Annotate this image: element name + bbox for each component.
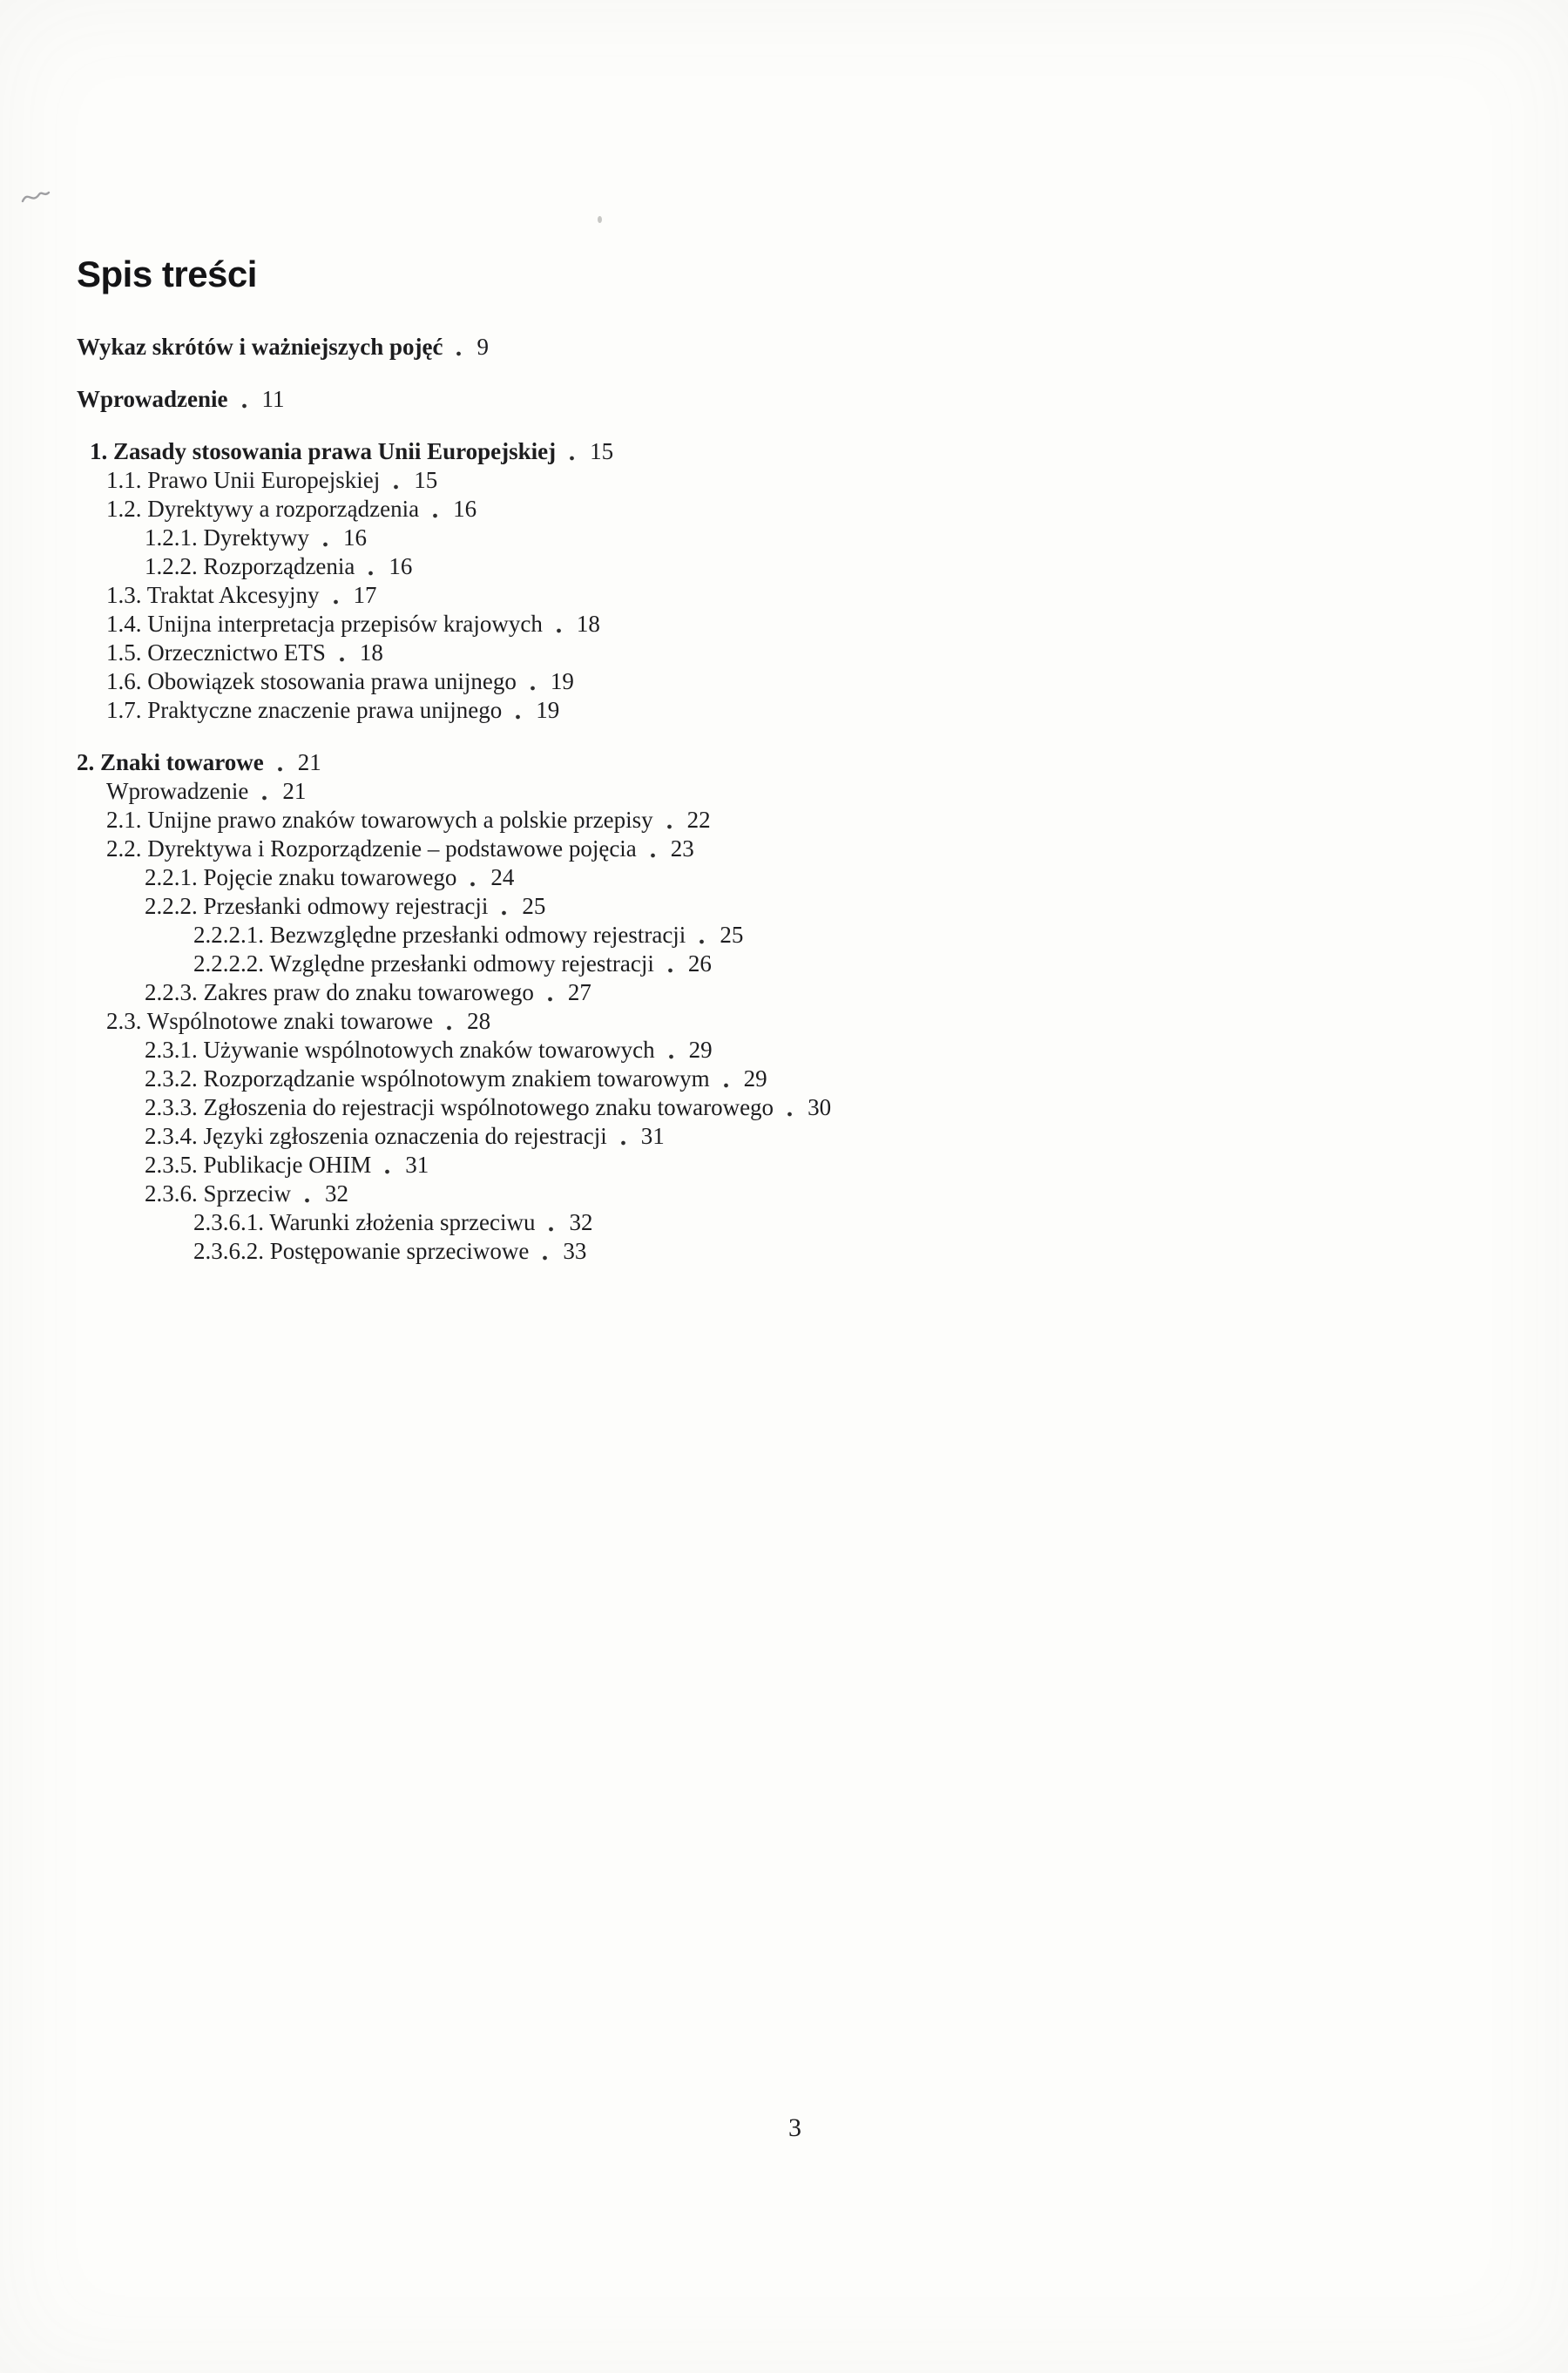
toc-entry — [77, 978, 801, 1007]
dot-leader — [665, 1036, 682, 1065]
toc-entry-label: 2. Znaki towarowe — [77, 749, 264, 775]
dot-leader — [538, 1237, 556, 1266]
page-number: 3 — [788, 2113, 801, 2142]
toc-entry-page: 29 — [743, 1065, 767, 1092]
dot-leader — [443, 1007, 460, 1036]
dot-leader — [695, 921, 713, 950]
dot-leader — [258, 777, 275, 806]
toc-entry-label: 2.2. Dyrektywa i Rozporządzenie – podstawowe pojęcia — [106, 835, 637, 862]
toc-entry — [77, 495, 801, 524]
toc-entry-label: 2.3.5. Publikacje OHIM — [145, 1152, 372, 1178]
toc-entry — [77, 385, 801, 414]
dot-leader — [617, 1122, 634, 1151]
toc-entry-label: 2.3.3. Zgłoszenia do rejestracji wspólnotowego znaku towarowego — [145, 1094, 774, 1120]
toc-entry — [77, 777, 801, 806]
dot-leader — [389, 466, 407, 495]
dot-leader — [329, 581, 347, 610]
toc-entry — [77, 696, 801, 725]
toc-entry-label: 1.6. Obowiązek stosowania prawa unijnego — [106, 668, 517, 694]
toc-entry-page: 26 — [687, 950, 712, 977]
toc-entry-label: 2.2.2.2. Względne przesłanki odmowy rejestracji — [193, 950, 654, 977]
toc-entry — [77, 552, 801, 581]
dot-leader — [429, 495, 446, 524]
toc-entry — [77, 1180, 801, 1208]
toc-entry-page: 9 — [476, 334, 489, 360]
toc-entry — [77, 581, 801, 610]
toc-entry-page: 18 — [576, 611, 600, 637]
toc-entry-page: 15 — [590, 438, 614, 464]
toc-entry-page: 23 — [670, 835, 694, 862]
toc-entry-page: 16 — [342, 524, 367, 551]
toc-entry-label: Wprowadzenie — [106, 778, 249, 804]
toc-entry-page: 28 — [467, 1008, 491, 1034]
toc-entry — [77, 639, 801, 667]
toc-entry — [77, 950, 801, 978]
toc-entry — [77, 835, 801, 863]
toc-entry — [77, 1237, 801, 1266]
toc-entry-label: 2.3.6.2. Postępowanie sprzeciwowe — [193, 1238, 530, 1264]
toc-entry-page: 32 — [569, 1209, 593, 1235]
toc-entry-page: 31 — [640, 1123, 665, 1149]
toc-entry-page: 30 — [808, 1094, 832, 1120]
dot-leader — [663, 806, 680, 835]
toc-entry — [77, 1007, 801, 1036]
dot-leader — [364, 552, 382, 581]
dot-leader — [526, 667, 544, 696]
toc-entry-page: 17 — [353, 582, 377, 608]
dot-leader — [646, 835, 664, 863]
toc-entry — [77, 667, 801, 696]
toc-entry-label: 2.3.4. Języki zgłoszenia oznaczenia do rejestracji — [145, 1123, 607, 1149]
dot-leader — [452, 333, 470, 362]
dot-leader — [381, 1151, 398, 1180]
toc-entry — [77, 1208, 801, 1237]
toc-entry-label: 1.2.2. Rozporządzenia — [145, 553, 355, 579]
dot-leader — [664, 950, 681, 978]
toc-entry-page: 21 — [282, 778, 307, 804]
toc-entry-page: 29 — [688, 1037, 713, 1063]
toc-entry-label: 1.4. Unijna interpretacja przepisów krajowych — [106, 611, 543, 637]
toc-entry — [77, 892, 801, 921]
dot-leader — [274, 748, 291, 777]
toc-entry — [77, 524, 801, 552]
dot-leader — [565, 437, 583, 466]
toc-entry-label: 2.2.3. Zakres praw do znaku towarowego — [145, 979, 534, 1005]
toc-entry-page: 11 — [261, 386, 285, 412]
toc-entry-label: 1.2. Dyrektywy a rozporządzenia — [106, 496, 420, 522]
toc-entry-label: 1.7. Praktyczne znaczenie prawa unijnego — [106, 697, 503, 723]
toc-entry — [77, 748, 801, 777]
toc-entry-page: 32 — [324, 1180, 348, 1207]
toc-entry — [77, 437, 801, 466]
toc-entry — [77, 610, 801, 639]
toc-entry-label: 1.5. Orzecznictwo ETS — [106, 639, 326, 666]
dot-leader — [238, 385, 255, 414]
toc-entry-page: 21 — [297, 749, 321, 775]
dot-leader — [544, 1208, 562, 1237]
toc-content — [77, 254, 832, 1266]
toc-entry-label: 1.1. Prawo Unii Europejskiej — [106, 467, 381, 493]
toc-entry-page: 25 — [522, 893, 546, 919]
toc-entry-label: 2.2.2. Przesłanki odmowy rejestracji — [145, 893, 489, 919]
toc-entry — [77, 806, 801, 835]
page-title: Spis treści — [77, 254, 257, 294]
dot-leader — [544, 978, 561, 1007]
toc-entry-page: 31 — [405, 1152, 429, 1178]
toc-entry-page: 18 — [359, 639, 383, 666]
toc-entry — [77, 466, 801, 495]
dot-leader — [319, 524, 336, 552]
toc-entry-page: 19 — [550, 668, 574, 694]
toc-entry-label: 1.3. Traktat Akcesyjny — [106, 582, 320, 608]
toc-entry — [77, 333, 801, 362]
dot-leader — [335, 639, 353, 667]
toc-entry-label: 2.3. Wspólnotowe znaki towarowe — [106, 1008, 434, 1034]
toc-entry-page: 27 — [567, 979, 591, 1005]
toc-entry-page: 16 — [453, 496, 477, 522]
toc-entry — [77, 1151, 801, 1180]
toc-entry-label: 2.3.1. Używanie wspólnotowych znaków towarowych — [145, 1037, 655, 1063]
dot-leader — [720, 1065, 737, 1093]
toc-entry-page: 25 — [720, 922, 744, 948]
toc-entry-label: Wprowadzenie — [77, 386, 228, 412]
dot-leader — [301, 1180, 318, 1208]
toc-entry-page: 33 — [563, 1238, 587, 1264]
toc-entry-label: 2.2.2.1. Bezwzględne przesłanki odmowy rejestracji — [193, 922, 686, 948]
dot-leader — [466, 863, 483, 892]
toc-list — [77, 333, 832, 1266]
toc-entry-label: 2.3.6.1. Warunki złożenia sprzeciwu — [193, 1209, 536, 1235]
toc-entry-label: 2.1. Unijne prawo znaków towarowych a polskie przepisy — [106, 807, 653, 833]
toc-entry — [77, 1122, 801, 1151]
toc-entry-label: 2.2.1. Pojęcie znaku towarowego — [145, 864, 457, 890]
toc-entry-label: 2.3.2. Rozporządzanie wspólnotowym znakiem towarowym — [145, 1065, 710, 1092]
pencil-mark — [21, 186, 54, 213]
toc-entry — [77, 863, 801, 892]
toc-entry-label: Wykaz skrótów i ważniejszych pojęć — [77, 334, 443, 360]
dot-leader — [552, 610, 570, 639]
toc-entry-page: 24 — [490, 864, 515, 890]
toc-entry-label: 1. Zasady stosowania prawa Unii Europejskiej — [90, 438, 557, 464]
toc-entry — [77, 921, 801, 950]
toc-entry-page: 16 — [389, 553, 413, 579]
toc-entry-page: 15 — [414, 467, 438, 493]
toc-entry — [77, 1093, 832, 1122]
dot-leader — [497, 892, 515, 921]
toc-entry-page: 19 — [536, 697, 560, 723]
toc-entry — [77, 1036, 801, 1065]
dot-leader — [511, 696, 529, 725]
toc-entry-label: 2.3.6. Sprzeciw — [145, 1180, 291, 1207]
dot-leader — [783, 1093, 801, 1122]
toc-entry-label: 1.2.1. Dyrektywy — [145, 524, 309, 551]
toc-entry — [77, 1065, 801, 1093]
toc-entry-page: 22 — [686, 807, 711, 833]
dust-speck — [598, 216, 602, 223]
